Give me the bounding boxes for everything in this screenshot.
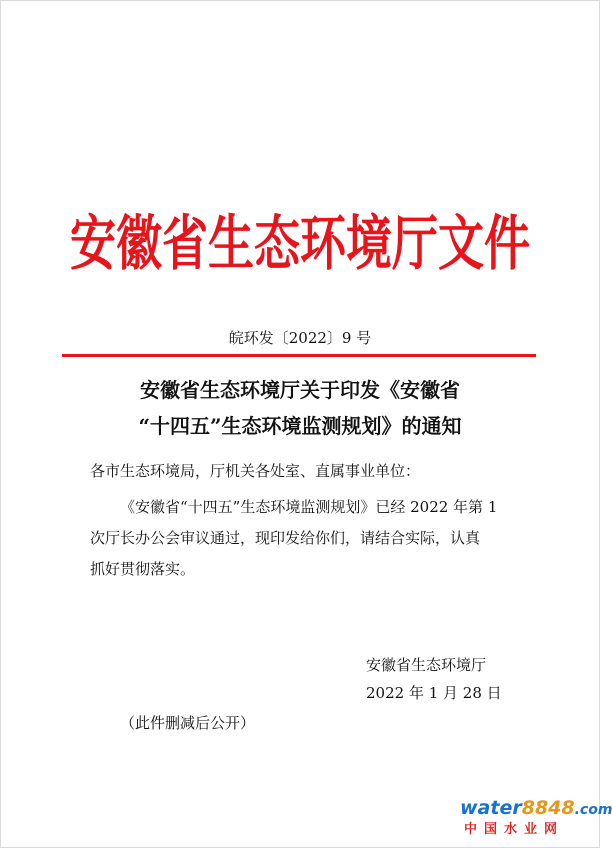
issuer-signature: 安徽省生态环境厅 (366, 656, 487, 674)
logo-wordmark-part-1: water (460, 797, 522, 819)
logo-wordmark (460, 797, 612, 821)
document-number: 皖环发〔2022〕9 号 (228, 329, 372, 347)
document-masthead: 安徽省生态环境厅文件 (70, 207, 530, 279)
body-paragraph-line: 《安徽省“十四五”生态环境监测规划》已经 2022 年第 1 (120, 498, 498, 516)
body-paragraph-line: 次厅长办公会审议通过，现印发给你们，请结合实际，认真 (90, 529, 481, 547)
body-paragraph-line: 抓好贯彻落实。 (90, 560, 196, 578)
notice-title-line-1: 安徽省生态环境厅关于印发《安徽省 (140, 378, 460, 402)
issue-date: 2022 年 1 月 28 日 (366, 684, 502, 702)
notice-title (0, 372, 600, 444)
logo-wordmark-part-3: .com (574, 802, 612, 818)
addressee-line: 各市生态环境局，厅机关各处室、直属事业单位： (90, 462, 421, 480)
logo-chinese-name: 中国水业网 (464, 822, 565, 837)
logo-wordmark-part-2: 8848 (521, 797, 575, 819)
water8848-watermark-logo (460, 797, 612, 843)
notice-title-line-2: “十四五”生态环境监测规划》的通知 (138, 414, 462, 438)
publication-note: （此件删减后公开） (120, 714, 256, 732)
body-paragraph (90, 492, 522, 585)
red-divider-rule (62, 354, 536, 357)
